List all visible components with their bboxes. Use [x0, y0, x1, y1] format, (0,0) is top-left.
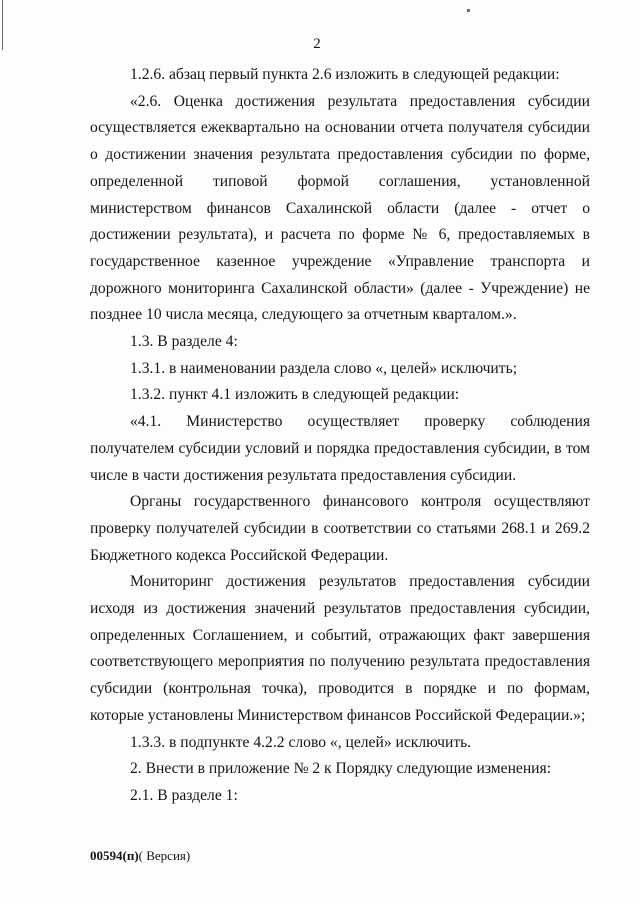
- paragraph: 1.2.6. абзац первый пункта 2.6 изложить в следующей редакции:: [130, 66, 560, 83]
- paragraph: 2. Внести в приложение № 2 к Порядку следующие изменения:: [130, 760, 552, 778]
- paragraph: 1.3.2. пункт 4.1 изложить в следующей редакции:: [130, 386, 460, 404]
- document-body: [90, 62, 590, 810]
- footer-version: ( Версия): [138, 848, 191, 863]
- footer-document-code: [90, 848, 190, 864]
- page-number: 2: [313, 36, 321, 52]
- paragraph: 1.3.1. в наименовании раздела слово «, целей» исключить;: [130, 359, 518, 377]
- scan-mark-top: [467, 9, 470, 12]
- paragraph: Мониторинг достижения результатов предоставления субсидии исходя из достижения значений результатов предоставления субсидии, определенных Соглашением, и событий, отражающих факт завершения соответствующего мероприятия по получению результата предоставления субсидии (контрольная точка), проводится в порядке и по формам, которые установлены Министерством финансов Российской Федерации.»;: [90, 573, 590, 724]
- footer-code: 00594(п): [90, 848, 139, 863]
- paragraph: «2.6. Оценка достижения результата предоставления субсидии осуществляется ежеквартально на основании отчета получателя субсидии о достижении значения результата предоставления субсидии по форме, определенной типовой формой соглашения, установленной министерством финансов Сахалинской области (далее - отчет о достижении результата), и расчета по форме № 6, предоставляемых в государственное казенное учреждение «Управление транспорта и дорожного мониторинга Сахалинской области» (далее - Учреждение) не позднее 10 числа месяца, следующего за отчетным кварталом.».: [90, 92, 590, 324]
- paragraph: 2.1. В разделе 1:: [130, 786, 238, 804]
- paragraph: «4.1. Министерство осуществляет проверку соблюдения получателем субсидии условий и порядка предоставления субсидии, в том числе в части достижения результата предоставления субсидии.: [90, 413, 590, 484]
- paragraph: Органы государственного финансового контроля осуществляют проверку получателей субсидии в соответствии со статьями 268.1 и 269.2 Бюджетного кодекса Российской Федерации.: [90, 493, 590, 564]
- paragraph: 1.3.3. в подпункте 4.2.2 слово «, целей» исключить.: [130, 733, 472, 751]
- paragraph: 1.3. В разделе 4:: [130, 333, 238, 351]
